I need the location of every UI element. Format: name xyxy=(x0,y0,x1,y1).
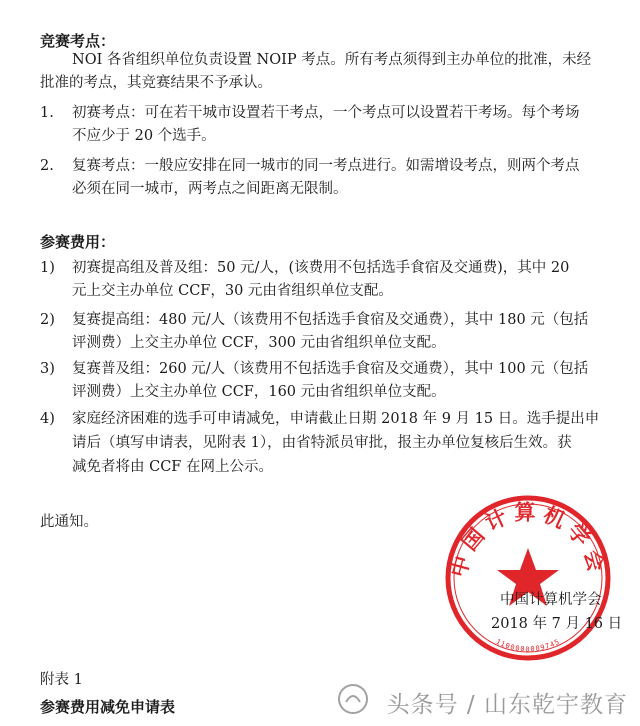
seal-serial: 1100000089745 xyxy=(494,637,562,654)
fee-item-line: 请后（填写申请表，见附表 1），由省特派员审批，报主办单位复核后生效。获 xyxy=(72,435,572,451)
fee-item-number: 3) xyxy=(40,361,55,377)
fee-item-number: 4) xyxy=(40,411,55,427)
fee-item-line: 元上交主办单位 CCF，30 元由省组织单位支配。 xyxy=(72,283,393,299)
venue-item-number: 2. xyxy=(40,158,54,174)
venues-intro-line-1: NOI 各省组织单位负责设置 NOIP 考点。所有考点须得到主办单位的批准，未经 xyxy=(72,52,592,68)
svg-text:1100000089745 xyxy=(495,638,562,654)
section-heading-fees: 参赛费用： xyxy=(40,233,116,251)
fee-item-line: 评测费）上交主办单位 CCF，300 元由省组织单位支配。 xyxy=(72,335,446,351)
fee-item-number: 1) xyxy=(40,260,55,276)
section-heading-venues: 竞赛考点： xyxy=(40,32,116,50)
venue-item-number: 1. xyxy=(40,105,54,121)
fee-item-line: 家庭经济困难的选手可申请减免，申请截止日期 2018 年 9 月 15 日。选手提出申 xyxy=(72,411,600,427)
venue-item-line: 必须在同一城市，两考点之间距离无限制。 xyxy=(72,181,348,197)
official-seal-icon xyxy=(444,494,612,662)
signature-org: 中国计算机学会 xyxy=(500,592,602,608)
venues-intro-line-2: 批准的考点，其竞赛结果不予承认。 xyxy=(40,75,272,91)
fee-item-line: 减免者将由 CCF 在网上公示。 xyxy=(72,459,273,475)
fee-item-line: 评测费）上交主办单位 CCF，160 元由省组织单位支配。 xyxy=(72,384,446,400)
fee-item-line: 初赛提高组及普及组：50 元/人，(该费用不包括选手食宿及交通费)，其中 20 xyxy=(72,260,570,276)
fee-item-number: 2) xyxy=(40,312,55,328)
seal-text: 中国计算机学会 xyxy=(446,500,610,580)
signature-date: 2018 年 7 月 16 日 xyxy=(491,616,623,632)
watermark-text: 头条号 / 山东乾宇教育 xyxy=(386,692,628,718)
appendix-title: 参赛费用减免申请表 xyxy=(40,698,176,716)
venue-item-line: 不应少于 20 个选手。 xyxy=(72,128,216,144)
appendix-label: 附表 1 xyxy=(40,672,83,688)
watermark-logo-icon xyxy=(336,682,370,716)
venue-item-line: 初赛考点：可在若干城市设置若干考点，一个考点可以设置若干考场。每个考场 xyxy=(72,105,580,121)
closing-line: 此通知。 xyxy=(40,514,98,530)
fee-item-line: 复赛提高组：480 元/人（该费用不包括选手食宿及交通费），其中 180 元（包括 xyxy=(72,312,589,328)
venue-item-line: 复赛考点：一般应安排在同一城市的同一考点进行。如需增设考点，则两个考点 xyxy=(72,158,580,174)
fee-item-line: 复赛普及组：260 元/人（该费用不包括选手食宿及交通费），其中 100 元（包括 xyxy=(72,361,589,377)
